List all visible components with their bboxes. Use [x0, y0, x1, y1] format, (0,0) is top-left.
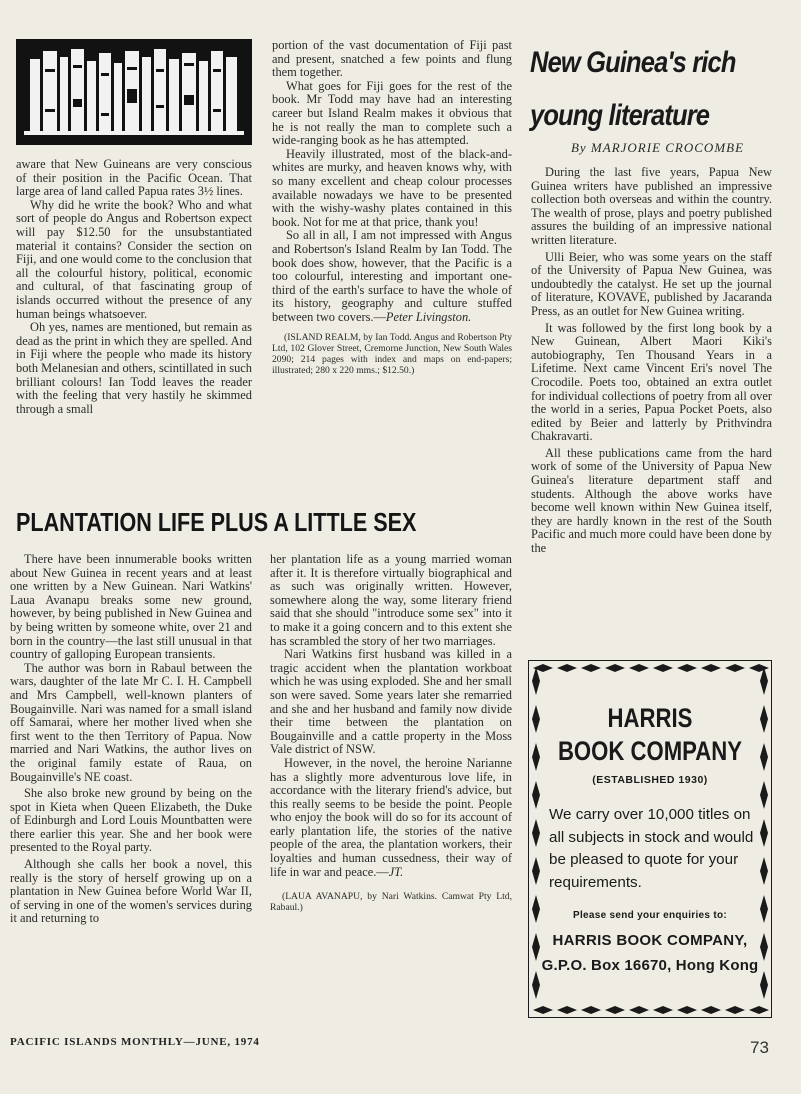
paragraph: Although she calls her book a novel, this really is the story of herself growing up on a plantation in New Guinea before World War II, of serving in one of the women's services during it and returning to: [10, 857, 252, 926]
headline-line: young literature: [530, 99, 710, 132]
article-headline: [530, 36, 747, 142]
ad-body-text: We carry over 10,000 titles on all subjects in stock and would be pleased to quote for your requirements.: [549, 806, 754, 891]
byline: By MARJORIE CROCOMBE: [570, 140, 745, 155]
headline-line: New Guinea's rich: [530, 46, 736, 79]
paragraph: She also broke new ground by being on the spot in Kieta when Queen Elizabeth, the Duke of Edinburgh and Lord Louis Mountbatten were there earlier this year. She and her book were presented to the Royal party.: [10, 786, 252, 855]
review-left-column: [16, 158, 252, 416]
paragraph: Ulli Beier, who was some years on the staff of the University of Papua New Guinea, was undoubtedly the catalyst. He set up the journal of literature, KOVAVE, published by Jacaranda Press, as an outlet for New Guinea writing.: [531, 249, 772, 318]
paragraph: [272, 229, 512, 324]
ad-address: G.P.O. Box 16670, Hong Kong: [541, 957, 759, 974]
book-credit: (LAUA AVANAPU, by Nari Watkins. Camwat Pty Ltd, Rabaul.): [270, 891, 512, 914]
paragraph: Heavily illustrated, most of the black-and-whites are murky, and heaven knows why, with so many excellent and cheap colour processes available nowadays we have to be presented with the wishy-washy plates contained in this book. Not for me at that price, thank you!: [272, 146, 512, 229]
harris-book-company-advertisement: [528, 660, 772, 1018]
bookshelf-logo: [16, 39, 252, 145]
paragraph-text: So all in all, I am not impressed with Angus and Robertson's Island Realm by Ian Todd. The book does show, however, that the Pacific is a too colourful, interesting and important one-third of the earth's surface to have the whole of its history, geography and culture stuffed between two covers.—: [272, 228, 512, 324]
paragraph: Nari Watkins first husband was killed in a tragic accident when the plantation workboat which he was using exploded. She and her small son were saved. Some years later she remarried and she and her husband and family now divide their time between the plantation on Bougainville and a cattle property in the Moss Vale district of NSW.: [270, 647, 512, 757]
paragraph: aware that New Guineans are very conscious of their position in the Pacific Ocean. That large area of land called Papua rates 3½ lines.: [16, 157, 252, 199]
paragraph: During the last five years, Papua New Guinea writers have published an impressive collection both overseas and within the country. The wealth of prose, plays and poetry published assures the building of an impressive national written literature.: [531, 165, 772, 247]
paragraph: What goes for Fiji goes for the rest of the book. Mr Todd may have had an interesting career but Island Realm makes it obvious that he is not really the man to complete such a wide-ranging book as he has attempted.: [272, 78, 512, 148]
paragraph: There have been innumerable books written about New Guinea in recent years and at least one written by a New Guinean. Nari Watkins' Laua Avanapu breaks some new ground, however, by being published in New Guinea and by being written by someone white, over 21 and born in the country—the last still unusual in that country of galloping European transients.: [10, 552, 252, 662]
ad-heading: BOOK COMPANY: [557, 736, 743, 766]
paragraph: her plantation life as a young married woman after it. It is therefore virtually biographical and as such was originally written. However, somewhere along the way, some literary friend said that she should "introduce some sex" into it to make it a going concern and to this extent she has scrambled the story of her two marriages.: [270, 552, 512, 648]
publication-footer: PACIFIC ISLANDS MONTHLY—JUNE, 1974: [10, 1036, 260, 1048]
ad-established: (ESTABLISHED 1930): [592, 774, 708, 786]
page-number: 73: [750, 1038, 769, 1057]
decorative-border-icon: [533, 663, 769, 673]
paragraph-text: However, in the novel, the heroine Narianne has a slightly more adventurous love life, in accordance with the literary friend's advice, but this really seems to be beside the point. People who enjoy the book will do so for its account of early plantation life, the stories of the native people of the area, the plantation workers, their loyalties and human cussedness, their way of life in war and peace.—: [270, 755, 512, 879]
literature-article-body: [531, 166, 772, 556]
paragraph: The author was born in Rabaul between the wars, daughter of the late Mr C. I. H. Campbell and Mrs Campbell, well-known planters of Bougainville. Nari was named for a small island off Samarai, where her mother lived when she first went to the then Territory of Papua. Now married and Nari Watkins, the author lives on the original family estate of Raua, on Bougainville's NE coast.: [10, 660, 252, 784]
paragraph: Oh yes, names are mentioned, but remain as dead as the print in which they are spelled. And in Fiji where the people who made its history both Melanesian and others, scintillated in such brilliant colours! Ian Todd leaves the reader with the feeling that very hastily he skimmed through a small: [16, 320, 252, 416]
paragraph: Why did he write the book? Who and what sort of people do Angus and Robertson expect will pay $12.50 for the unsubstantiated material it contains? Consider the section on Fiji, and one would come to the conclusion that all the colourful history, political, economic and cultural, of that fascinating group of islands occurred without the presence of any human beings whatsoever.: [16, 197, 252, 321]
reviewer-signature: JT.: [388, 864, 404, 879]
reviewer-signature: Peter Livingston.: [385, 309, 472, 324]
bookshelf-icon: [16, 39, 252, 145]
ad-heading: HARRIS: [607, 703, 693, 733]
plantation-headline: PLANTATION LIFE PLUS A LITTLE SEX: [16, 507, 417, 537]
ad-company-name: HARRIS BOOK COMPANY,: [552, 932, 748, 949]
review-middle-column: [272, 39, 512, 376]
paragraph: All these publications came from the hard work of some of the University of Papua New Guinea's literature department staff and students. Although the above works have become well known within New Guinea itself, they are hardly known in the rest of the South Pacific and much more could have been done by the: [531, 445, 772, 556]
book-credit: (ISLAND REALM, by Ian Todd. Angus and Robertson Pty Ltd, 102 Glover Street, Cremorne Junction, New South Wales 2090; 214 pages with index and maps on end-papers; illustrated; 280 x 220 mms.; $12.50.): [272, 332, 512, 377]
plantation-left-column: [10, 553, 252, 926]
paragraph: [270, 757, 512, 879]
paragraph: It was followed by the first long book by a New Guinean, Albert Maori Kiki's autobiography, Ten Thousand Years in a Lifetime. Next came Vincent Eri's novel The Crocodile. Poets too, obtained an extra outlet for individual collections of poetry from all over the world in a series, Papua Pocket Poets, also edited by Beier and latterly by Prithvindra Chakravarti.: [531, 320, 772, 444]
ad-enquiries: Please send your enquiries to:: [572, 910, 728, 921]
decorative-border-icon: [533, 1005, 769, 1015]
paragraph: portion of the vast documentation of Fiji past and present, snatched a few points and flung them together.: [272, 38, 512, 80]
plantation-middle-column: [270, 553, 512, 913]
